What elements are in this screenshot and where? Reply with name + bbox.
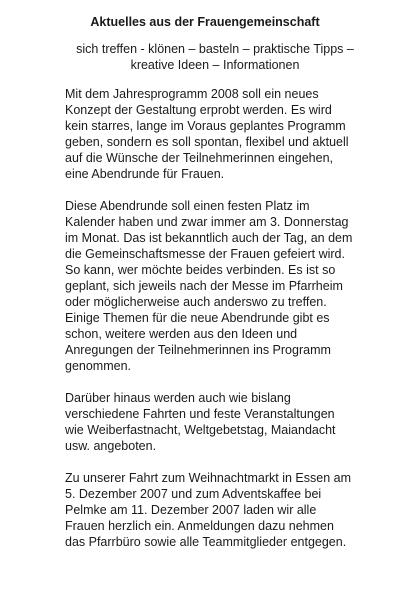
text-line: das Pfarrbüro sowie alle Teammitglieder entgegen. <box>65 535 347 549</box>
text-line: Zu unserer Fahrt zum Weihnachtmarkt in Essen am <box>65 471 351 485</box>
text-line: schon, weitere werden aus den Ideen und <box>65 327 298 341</box>
paragraph-evening-round <box>65 198 395 374</box>
text-line: Pelmke am 11. Dezember 2007 laden wir alle <box>65 503 317 517</box>
paragraph-events <box>65 390 395 454</box>
text-line: So kann, wer möchte beides verbinden. Es ist so <box>65 263 336 277</box>
text-line: oder möglicherweise auch anderswo zu treffen. <box>65 295 327 309</box>
text-line: eine Abendrunde für Frauen. <box>65 167 225 181</box>
text-line: Darüber hinaus werden auch wie bislang <box>65 391 291 405</box>
text-line: Diese Abendrunde soll einen festen Platz im <box>65 199 310 213</box>
text-line: Mit dem Jahresprogramm 2008 soll ein neues <box>65 87 319 101</box>
text-line: Konzept der Gestaltung erprobt werden. Es wird <box>65 103 332 117</box>
text-line: Einige Themen für die neue Abendrunde gibt es <box>65 311 330 325</box>
document-subtitle <box>50 41 380 73</box>
text-line: Kalender haben und zwar immer am 3. Donnerstag <box>65 215 349 229</box>
subtitle-line: kreative Ideen – Informationen <box>130 58 300 72</box>
text-line: genommen. <box>65 359 132 373</box>
text-line: die Gemeinschaftsmesse der Frauen gefeiert wird. <box>65 247 345 261</box>
text-line: Anregungen der Teilnehmerinnen ins Programm <box>65 343 331 357</box>
text-line: wie Weiberfastnacht, Weltgebetstag, Maiandacht <box>65 423 336 437</box>
subtitle-line: sich treffen - klönen – basteln – praktische Tipps – <box>76 42 354 56</box>
text-line: kein starres, lange im Voraus geplantes Programm <box>65 119 346 133</box>
document-body <box>65 86 395 566</box>
text-line: verschiedene Fahrten und feste Veranstaltungen <box>65 407 335 421</box>
text-line: Frauen herzlich ein. Anmeldungen dazu nehmen <box>65 519 334 533</box>
text-line: geplant, sich jeweils nach der Messe im Pfarrheim <box>65 279 343 293</box>
text-line: auf die Wünsche der Teilnehmerinnen eingehen, <box>65 151 334 165</box>
document-title: Aktuelles aus der Frauengemeinschaft <box>90 15 320 29</box>
text-line: im Monat. Das ist bekanntlich auch der Tag, an dem <box>65 231 353 245</box>
text-line: 5. Dezember 2007 und zum Adventskaffee bei <box>65 487 322 501</box>
text-line: geben, sondern es soll spontan, flexibel und aktuell <box>65 135 349 149</box>
paragraph-christmas-trip <box>65 470 395 550</box>
text-line: usw. angeboten. <box>65 439 157 453</box>
paragraph-program-concept <box>65 86 395 182</box>
